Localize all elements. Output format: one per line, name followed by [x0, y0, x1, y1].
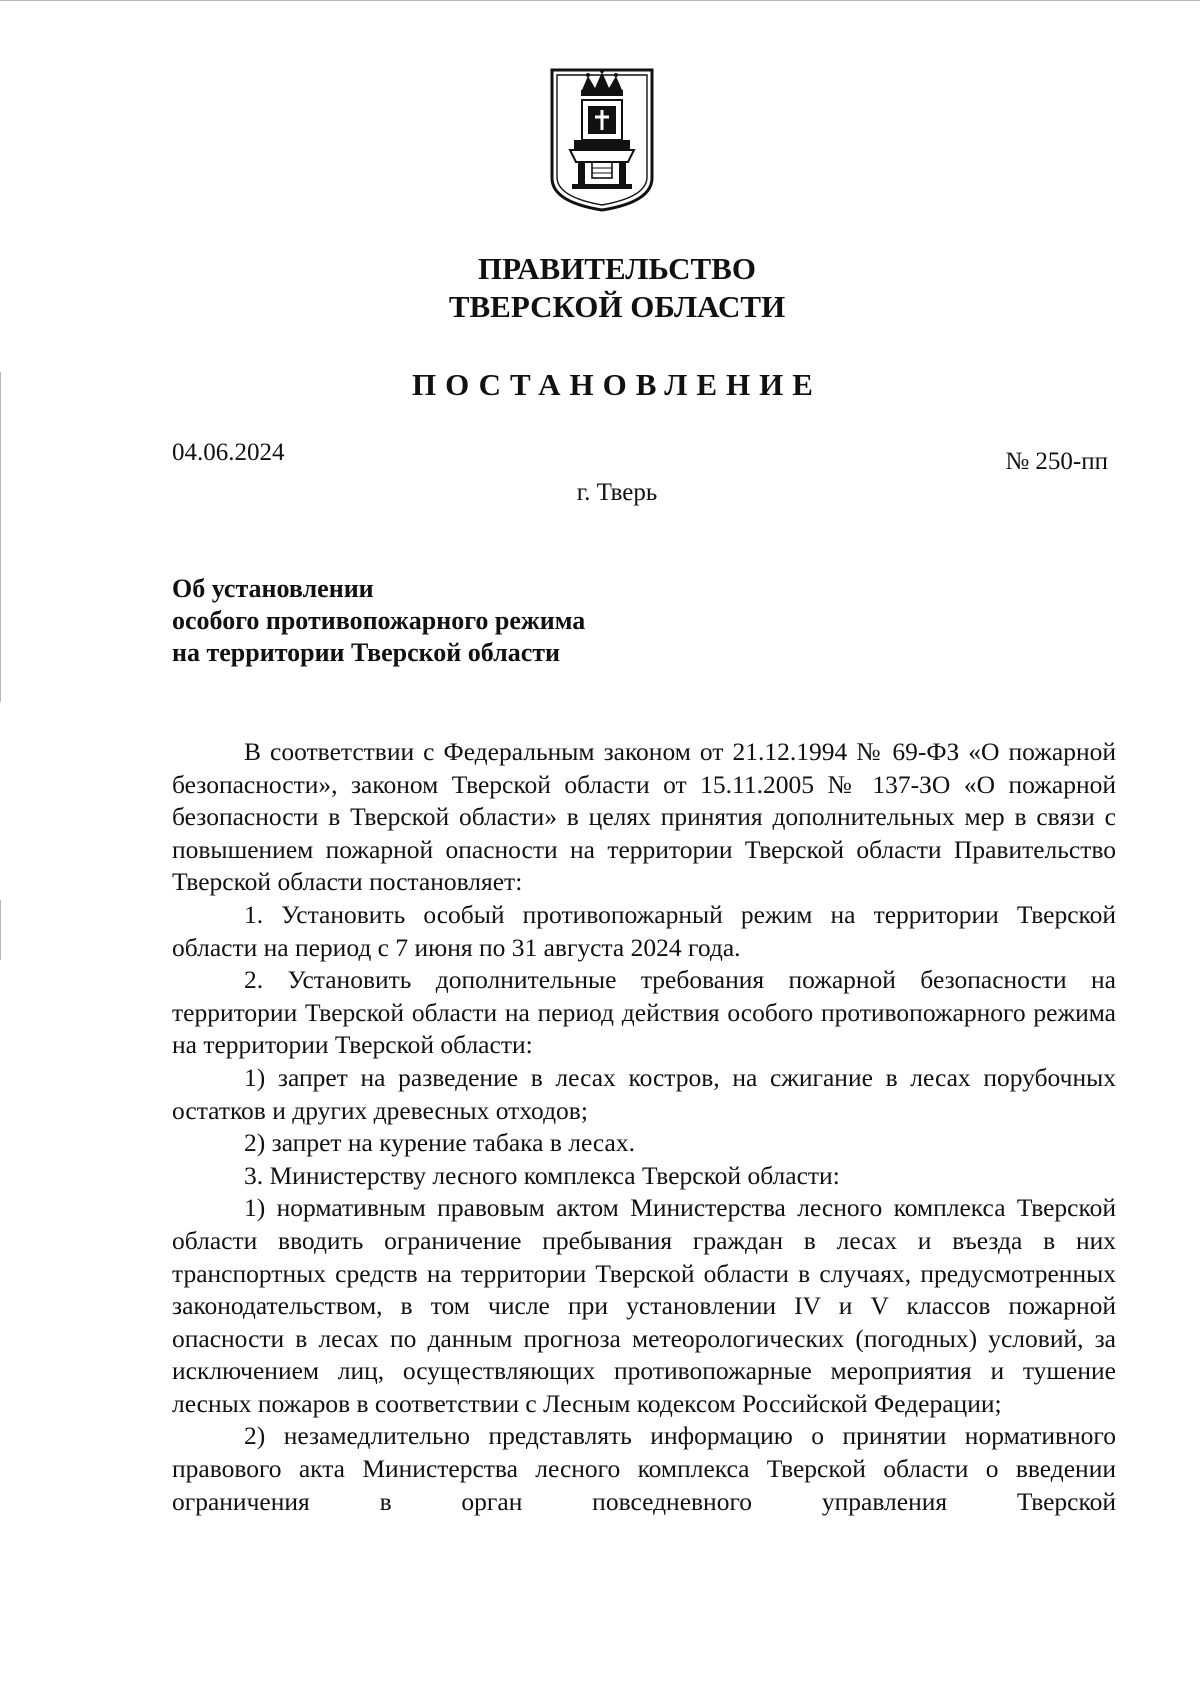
scan-edge-mark — [0, 372, 1, 702]
document-subject — [172, 573, 585, 669]
paragraph-item-3-1: 1) нормативным правовым актом Министерства лесного комплекса Тверской области вводить ограничение пребывания граждан в лесах и въезда в них транспортных средств на территории Тверской области в случаях, предусмотренных законодательством, в том числе при установлении IV и V классов пожарной опасности в лесах по данным прогноза метеорологических (погодных) условий, за исключением лиц, осуществляющих противопожарные мероприятия и тушение лесных пожаров в соответствии с Лесным кодексом Российской Федерации; — [172, 1193, 1116, 1418]
subject-line-3: на территории Тверской области — [172, 638, 561, 667]
scan-top-edge — [0, 0, 1200, 1]
paragraph-item-1: 1. Установить особый противопожарный режим на территории Тверской области на период с 7 июня по 31 августа 2024 года. — [172, 899, 1116, 962]
subject-line-1: Об установлении — [172, 574, 374, 603]
paragraph-item-2-2: 2) запрет на курение табака в лесах. — [244, 1128, 636, 1158]
government-name — [0, 250, 1200, 326]
scan-edge-mark — [0, 900, 1, 960]
document-date: 04.06.2024 — [172, 439, 285, 466]
org-line-2: ТВЕРСКОЙ ОБЛАСТИ — [448, 289, 786, 324]
paragraph-item-2-1: 1) запрет на разведение в лесах костров, на сжигание в лесах порубочных остатков и других древесных отходов; — [172, 1062, 1116, 1125]
document-number: № 250-пп — [1005, 448, 1108, 475]
coat-of-arms-icon — [548, 66, 656, 214]
document-type: ПОСТАНОВЛЕНИЕ — [412, 367, 822, 402]
paragraph-item-2: 2. Установить дополнительные требования пожарной безопасности на территории Тверской области на период действия особого противопожарного режима на территории Тверской области: — [172, 965, 1116, 1060]
org-line-1: ПРАВИТЕЛЬСТВО — [478, 251, 756, 286]
document-body — [172, 736, 1116, 1518]
paragraph-preamble: В соответствии с Федеральным законом от 21.12.1994 № 69-ФЗ «О пожарной безопасности», законом Тверской области от 15.11.2005 № 137-ЗО «О пожарной безопасности в Тверской области» в целях принятия дополнительных мер в связи с повышением пожарной опасности на территории Тверской области Правительство Тверской области постановляет: — [172, 737, 1116, 897]
subject-line-2: особого противопожарного режима — [172, 606, 586, 635]
document-city: г. Тверь — [576, 479, 658, 506]
paragraph-item-3-2: 2) незамедлительно представлять информацию о принятии нормативного правового акта Министерства лесного комплекса Тверской области о введении ограничения в орган повседневного управления Тверской — [172, 1421, 1116, 1516]
paragraph-item-3: 3. Министерству лесного комплекса Тверской области: — [244, 1160, 840, 1190]
